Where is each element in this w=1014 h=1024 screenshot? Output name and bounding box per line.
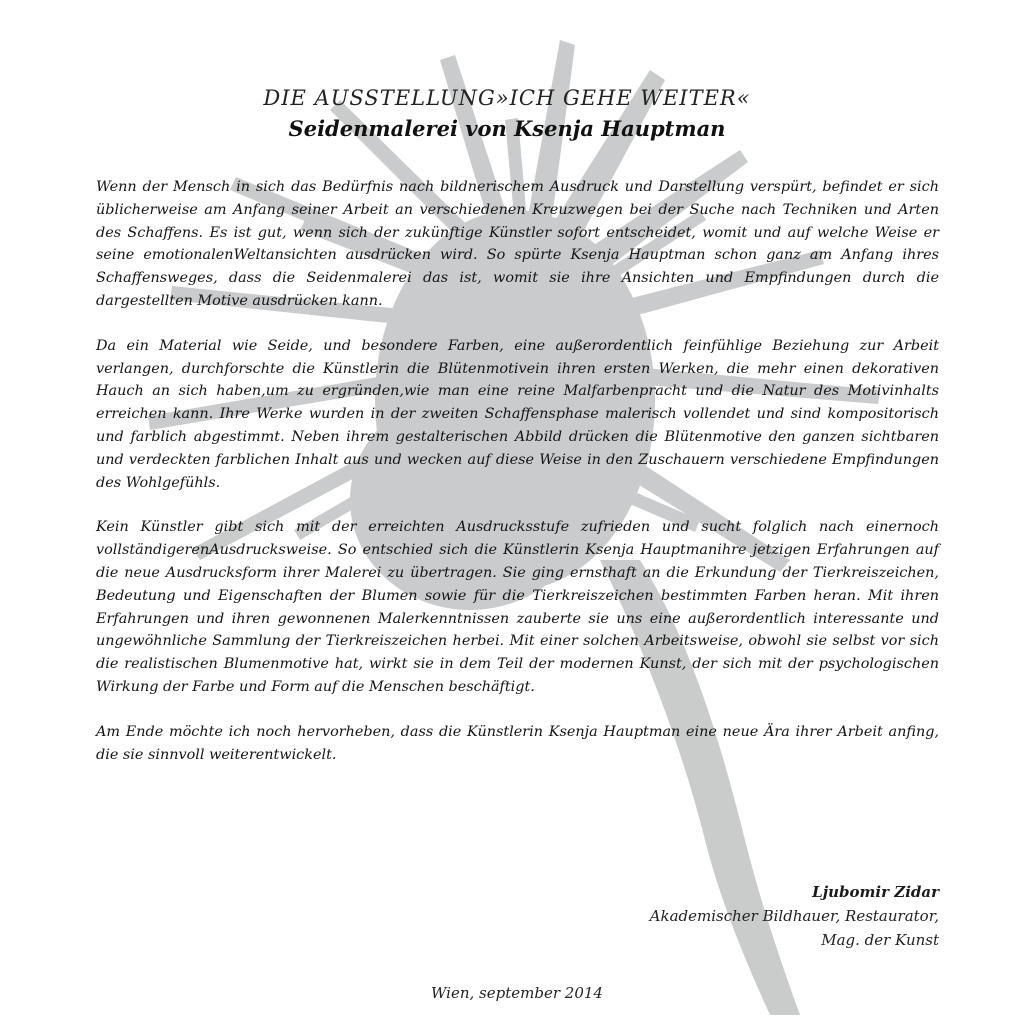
paragraph: Da ein Material wie Seide, und besondere Farben, eine außerordentlich feinfühlige Beziehung zur Arbeit verlangen, durchforschte die Künstlerin die Blütenmotivein ihren ersten Werken, die mehr einen dekorativen Hauch an sich haben,um zu ergründen,wie man eine reine Malfarbenpracht und die Natur des Motivinhalts erreichen kann. Ihre Werke wurden in der zweiten Schaffensphase malerisch vollendet und sind kompositorisch und farblich abgestimmt. Neben ihrem gestalterischen Abbild drücken die Blütenmotive den ganzen sichtbaren und verdeckten farblichen Inhalt aus und wecken auf diese Weise in den Zuschauern verschiedene Empfindungen des Wohlgefühls. [96, 337, 939, 491]
author-degree: Mag. der Kunst [821, 931, 939, 949]
article-body [96, 176, 939, 788]
paragraph: Wenn der Mensch in sich das Bedürfnis nach bildnerischem Ausdruck und Darstellung verspürt, befindet er sich üblicherweise am Anfang seiner Arbeit an verschiedenen Kreuzwegen bei der Suche nach Techniken und Arten des Schaffens. Es ist gut, wenn sich der zukünftige Künstler sofort entscheidet, womit und auf welche Weise er seine emotionalenWeltansichten ausdrücken wird. So spürte Ksenja Hauptman schon ganz am Anfang ihres Schaffensweges, dass die Seidenmalerei das ist, womit sie ihre Ansichten und Empfindungen durch die dargestellten Motive ausdrücken kann. [96, 179, 939, 309]
signature-block [650, 880, 939, 952]
paragraph: Kein Künstler gibt sich mit der erreichten Ausdrucksstufe zufrieden und sucht folglich nach einernoch vollständigerenAusdrucksweise. So entschied sich die Künstlerin Ksenja Hauptmanihre jetzigen Erfahrungen auf die neue Ausdrucksform ihrer Malerei zu übertragen. Sie ging ernsthaft an die Erkundung der Tierkreiszeichen, Bedeutung und Eigenschaften der Blumen sowie für die Tierkreiszeichen bestimmten Farben heran. Mit ihren Erfahrungen und ihren gewonnenen Malerkenntnissen zauberte sie uns eine außerordentlich interessante und ungewöhnliche Sammlung der Tierkreiszeichen herbei. Mit einer solchen Arbeitsweise, obwohl sie selbst vor sich die realistischen Blumenmotive hat, wirkt sie in dem Teil der modernen Kunst, der sich mit der psychologischen Wirkung der Farbe und Form auf die Menschen beschäftigt. [96, 519, 939, 695]
place-and-date: Wien, september 2014 [431, 984, 603, 1002]
author-name: Ljubomir Zidar [812, 883, 939, 901]
author-title: Akademischer Bildhauer, Restaurator, [649, 907, 939, 925]
exhibition-subtitle: Seidenmalerei von Ksenja Hauptman [288, 116, 726, 141]
paragraph: Am Ende möchte ich noch hervorheben, dass die Künstlerin Ksenja Hauptman eine neue Ära ihrer Arbeit anfing, die sie sinnvoll weiterentwickelt. [96, 723, 939, 763]
exhibition-title: DIE AUSSTELLUNG»ICH GEHE WEITER« [263, 86, 751, 110]
